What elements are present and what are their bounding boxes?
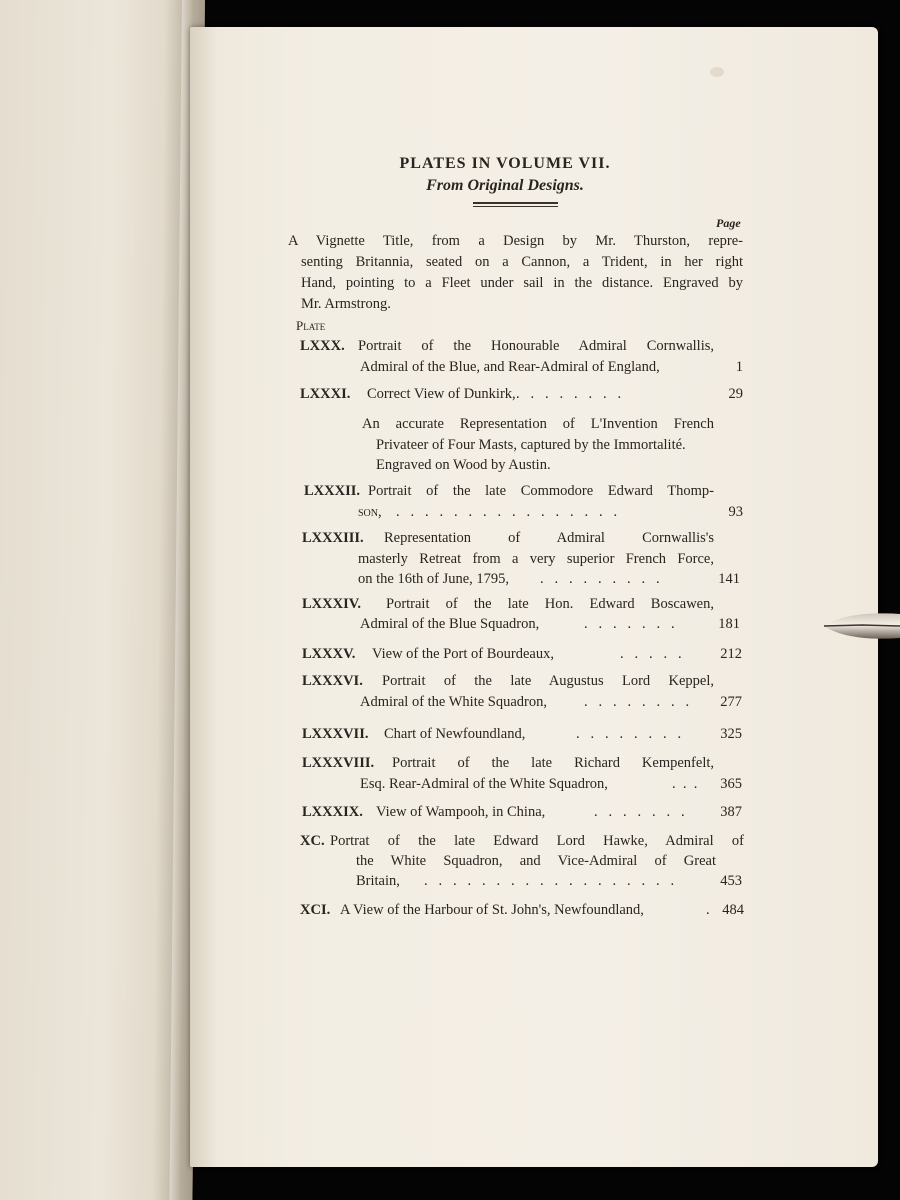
- entry-page-number: 277: [720, 694, 742, 710]
- entry-page-number: 1: [735, 359, 743, 375]
- entry-line: An accurate Representation of L'Invention French: [362, 416, 714, 432]
- entry-line: masterly Retreat from a very superior French Force,: [358, 551, 714, 567]
- leader-dots: .: [706, 902, 710, 918]
- entry-line: Portrait of the late Hon. Edward Boscawen,: [386, 596, 714, 612]
- entry-page-number: 181: [718, 616, 740, 632]
- entry-page-number: 484: [722, 902, 744, 918]
- rule-top: [473, 202, 558, 204]
- entry-numeral: LXXXVIII.: [302, 755, 375, 771]
- entry-page-number: 29: [728, 386, 743, 402]
- page-heading: PLATES IN VOLUME VII.: [399, 155, 611, 172]
- entry-line: Engraved on Wood by Austin.: [376, 457, 551, 473]
- entry-page-number: 365: [720, 776, 742, 792]
- entry-line: Britain,: [356, 873, 400, 889]
- leader-dots: . . . . . . . .: [516, 386, 622, 402]
- entry-line: Portrait of the late Commodore Edward Thomp-: [368, 483, 714, 499]
- entry-page-number: 387: [720, 804, 742, 820]
- entry-numeral: XC.: [300, 833, 325, 849]
- vignette-line-3: Hand, pointing to a Fleet under sail in the distance. Engraved by: [301, 275, 743, 291]
- entry-page-number: 325: [720, 726, 742, 742]
- entry-line: Admiral of the Blue, and Rear-Admiral of England,: [360, 359, 660, 375]
- entry-line: Portrait of the Honourable Admiral Cornwallis,: [358, 338, 714, 354]
- entry-numeral: LXXXIX.: [302, 804, 363, 820]
- leader-dots: . . .: [672, 776, 698, 792]
- entry-line: son,: [358, 504, 382, 520]
- foxing-spot: [710, 67, 724, 77]
- entry-line: the White Squadron, and Vice-Admiral of Great: [356, 853, 716, 869]
- left-page: [0, 0, 205, 1200]
- entry-line: on the 16th of June, 1795,: [358, 571, 510, 587]
- entry-page-number: 212: [720, 646, 742, 662]
- entry-numeral: LXXX.: [300, 338, 345, 354]
- entry-line: A View of the Harbour of St. John's, Newfoundland,: [340, 902, 644, 918]
- entry-numeral: LXXXIV.: [302, 596, 361, 612]
- entry-numeral: LXXXI.: [300, 386, 351, 402]
- leader-dots: . . . . . . . . . . . . . . . . . .: [424, 873, 675, 889]
- leader-dots: . . . . . . . . . . . . . . . .: [396, 504, 618, 520]
- entry-line: Admiral of the White Squadron,: [360, 694, 547, 710]
- entry-line: Esq. Rear-Admiral of the White Squadron,: [360, 776, 608, 792]
- plate-label: Plate: [296, 318, 326, 333]
- entry-line: Privateer of Four Masts, captured by the Immortalité.: [376, 437, 686, 453]
- entry-line: Portrat of the late Edward Lord Hawke, Admiral of: [330, 833, 744, 849]
- page-subheading: From Original Designs.: [426, 177, 584, 194]
- leader-dots: . . . . . . .: [584, 616, 675, 632]
- vignette-line-2: senting Britannia, seated on a Cannon, a Trident, in her right: [301, 254, 743, 270]
- page-column-label: Page: [716, 216, 741, 230]
- entry-page-number: 141: [718, 571, 740, 587]
- leader-dots: . . . . . . . . .: [540, 571, 660, 587]
- leader-dots: . . . . . . . .: [584, 694, 690, 710]
- entry-numeral: LXXXVII.: [302, 726, 369, 742]
- leader-dots: . . . . . . .: [594, 804, 685, 820]
- rule-bottom: [473, 206, 558, 207]
- entry-line: Portrait of the late Richard Kempenfelt,: [392, 755, 714, 771]
- entry-numeral: LXXXIII.: [302, 530, 364, 546]
- entry-line: Portrait of the late Augustus Lord Keppel,: [382, 673, 714, 689]
- entry-line: View of the Port of Bourdeaux,: [372, 646, 554, 662]
- entry-line: Admiral of the Blue Squadron,: [360, 616, 540, 632]
- entry-line: Representation of Admiral Cornwallis's: [384, 530, 714, 546]
- entry-line: View of Wampooh, in China,: [376, 804, 546, 820]
- entry-line: Chart of Newfoundland,: [384, 726, 526, 742]
- entry-numeral: LXXXV.: [302, 646, 356, 662]
- entry-page-number: 453: [720, 873, 742, 889]
- vignette-line-1: A Vignette Title, from a Design by Mr. Thurston, repre-: [288, 233, 743, 249]
- vignette-line-4: Mr. Armstrong.: [301, 296, 391, 312]
- entry-numeral: LXXXVI.: [302, 673, 363, 689]
- bookmark-pointer-icon: [822, 608, 900, 644]
- entry-numeral: XCI.: [300, 902, 331, 918]
- entry-numeral: LXXXII.: [304, 483, 360, 499]
- leader-dots: . . . . .: [620, 646, 682, 662]
- entry-line: Correct View of Dunkirk,: [367, 386, 516, 402]
- entry-page-number: 93: [728, 504, 743, 520]
- leader-dots: . . . . . . . .: [576, 726, 682, 742]
